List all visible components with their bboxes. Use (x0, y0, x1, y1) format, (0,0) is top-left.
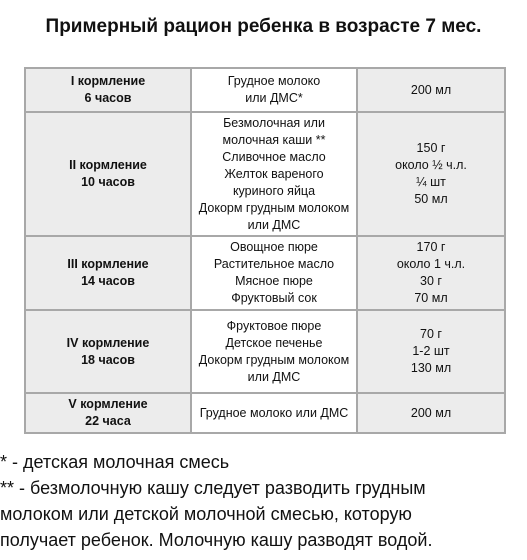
food-item: Желток вареного (224, 166, 324, 181)
table-row (25, 393, 505, 433)
food-item: молочная каши ** (222, 132, 326, 147)
amount-item: 200 мл (410, 82, 452, 97)
amount-item: 50 мл (414, 192, 448, 206)
amount-item: 1-2 шт (412, 344, 450, 358)
feeding-label: IV кормление (66, 335, 150, 350)
feeding-label: III кормление (67, 257, 149, 271)
food-item: или ДМС (247, 217, 301, 232)
food-item: Мясное пюре (235, 274, 313, 288)
feeding-cell (25, 310, 191, 393)
table-row (25, 310, 505, 393)
food-cell (191, 68, 357, 112)
amount-item: 70 г (420, 327, 442, 341)
food-item: Фруктовый сок (231, 291, 317, 305)
amount-cell (357, 393, 505, 433)
feeding-time: 6 часов (84, 91, 132, 105)
footnote-line: ** - безмолочную кашу следует разводить грудным (0, 478, 426, 498)
feeding-label: II кормление (69, 158, 147, 172)
feeding-label: V кормление (68, 397, 148, 411)
food-item: Докорм грудным молоком (198, 200, 350, 215)
feeding-time: 18 часов (81, 352, 135, 367)
footnote-line: получает ребенок. Молочную кашу разводят водой. (0, 530, 433, 550)
amount-item: 70 мл (414, 291, 448, 305)
feeding-cell (25, 112, 191, 236)
table-row (25, 112, 505, 236)
food-item: Грудное молоко (227, 74, 321, 88)
feeding-cell (25, 236, 191, 310)
food-item: Растительное масло (213, 257, 335, 271)
feeding-time: 10 часов (81, 175, 135, 189)
amount-cell (357, 112, 505, 236)
food-item: Овощное пюре (230, 240, 318, 254)
table-row (25, 236, 505, 310)
food-cell (191, 393, 357, 433)
food-item: куриного яйца (232, 183, 316, 198)
feeding-time: 22 часа (85, 414, 131, 428)
food-item: Докорм грудным молоком (198, 352, 350, 367)
amount-cell (357, 68, 505, 112)
feeding-schedule-table (24, 67, 506, 434)
amount-cell (357, 236, 505, 310)
feeding-cell (25, 68, 191, 112)
food-cell (191, 310, 357, 393)
footnotes (0, 449, 527, 553)
food-cell (191, 112, 357, 236)
amount-item: 170 г (416, 240, 446, 254)
amount-item: 200 мл (410, 405, 452, 420)
food-item: Детское печенье (225, 335, 323, 350)
feeding-label: I кормление (70, 74, 146, 88)
amount-item: ¼ шт (416, 175, 446, 189)
table-row (25, 68, 505, 112)
food-cell (191, 236, 357, 310)
food-item: Грудное молоко или ДМС (199, 405, 349, 420)
page-title: Примерный рацион ребенка в возрасте 7 мес. (45, 16, 482, 37)
amount-item: около 1 ч.л. (396, 257, 466, 271)
amount-item: около ½ ч.л. (395, 158, 467, 172)
amount-cell (357, 310, 505, 393)
amount-item: 150 г (416, 141, 446, 155)
food-item: Фруктовое пюре (226, 318, 322, 333)
food-item: или ДМС (247, 369, 301, 384)
feeding-cell (25, 393, 191, 433)
amount-item: 130 мл (410, 361, 452, 375)
amount-item: 30 г (420, 274, 442, 288)
food-item: Безмолочная или (223, 115, 325, 130)
footnote-line: * - детская молочная смесь (0, 452, 230, 472)
food-item: или ДМС* (245, 91, 303, 105)
food-item: Сливочное масло (222, 149, 326, 164)
footnote-line: молоком или детской молочной смесью, которую (0, 504, 412, 524)
feeding-time: 14 часов (81, 274, 135, 288)
